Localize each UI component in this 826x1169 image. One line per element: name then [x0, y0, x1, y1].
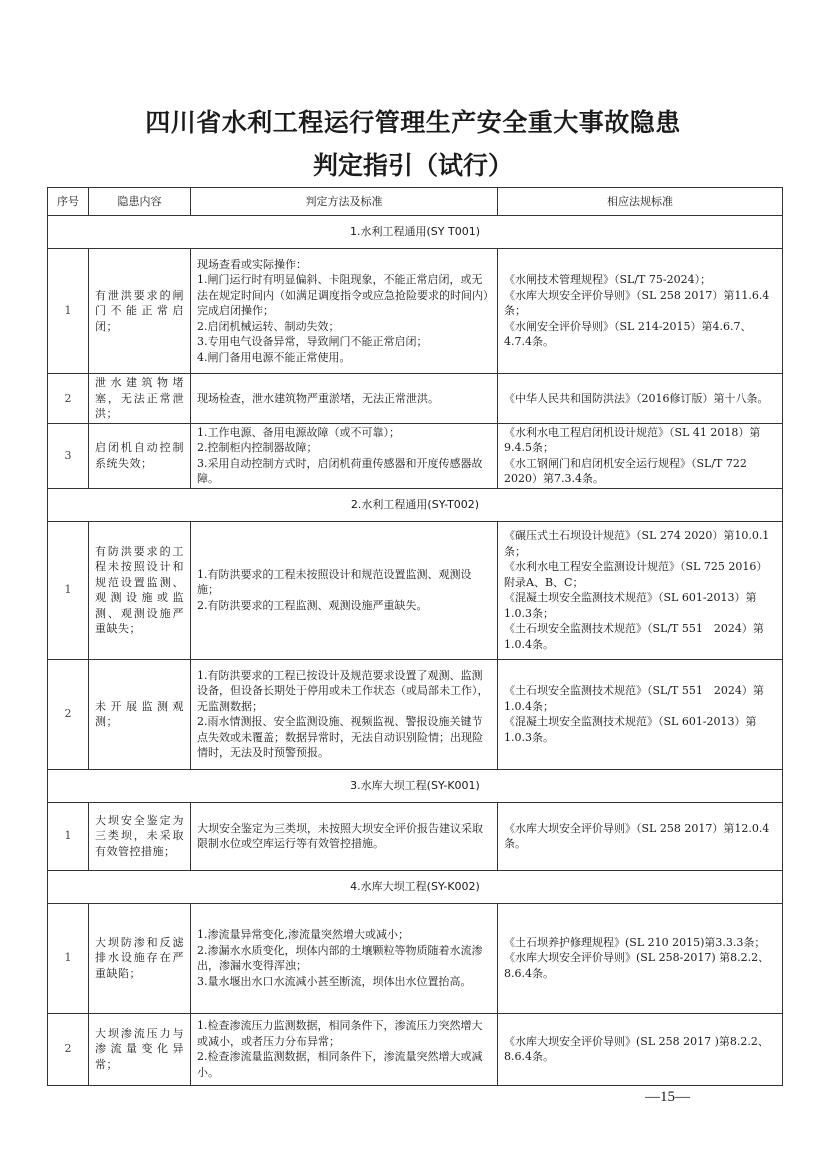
table-row: [48, 521, 783, 659]
judgment-method: [191, 802, 498, 870]
table-row: [48, 249, 783, 374]
method-line: 3.采用自动控制方式时，启闭机荷重传感器和开度传感器故障。: [197, 456, 483, 485]
section-heading: 1.水利工程通用(SY T001): [48, 216, 783, 249]
hazard-content: 未开展监测观测；: [89, 659, 191, 769]
hazard-content: 大坝渗流压力与渗流量变化异常；: [89, 1013, 191, 1085]
method-line: 1.有防洪要求的工程已按设计及规范要求设置了观测、监测设备，但设备长期处于停用或未工作状态（或局部未工作），无监测数据；: [197, 668, 489, 713]
judgment-method: [191, 903, 498, 1013]
row-number: 2: [48, 1013, 89, 1085]
method-line: 1.闸门运行时有明显偏斜、卡阻现象，不能正常启闭，或无法在规定时间内（如满足调度指令或应急抢险要求的时间内）完成启闭操作；: [197, 273, 489, 318]
row-number: 3: [48, 423, 89, 488]
method-line: 2.渗漏水水质变化，坝体内部的土壤颗粒等物质随着水流渗出，渗漏水变得浑浊；: [197, 943, 483, 972]
regulation-references: [498, 802, 783, 870]
regulation-line: 《土石坝安全监测技术规范》（SL/T 551 2024）第1.0.4条；: [504, 684, 764, 713]
hazard-content: 大坝安全鉴定为三类坝，未采取有效管控措施；: [89, 802, 191, 870]
method-line: 1.工作电源、备用电源故障（或不可靠）；: [197, 425, 400, 439]
hazard-content: 启闭机自动控制系统失效；: [89, 423, 191, 488]
regulation-line: 《水工钢闸门和启闭机安全运行规程》（SL/T 722 2020）第7.3.4条。: [504, 456, 747, 485]
regulation-line: 《水库大坝安全评价导则》（SL 258 2017）第11.6.4条；: [504, 288, 770, 318]
row-number: 1: [48, 903, 89, 1013]
regulation-references: [498, 521, 783, 659]
header-regulations: 相应法规标准: [498, 188, 783, 216]
row-number: 1: [48, 802, 89, 870]
hazard-content: 有泄洪要求的闸门不能正常启闭；: [89, 249, 191, 374]
hazard-content: 有防洪要求的工程未按照设计和规范设置监测、观测设施或监测、观测设施严重缺失；: [89, 521, 191, 659]
section-heading-row: [48, 769, 783, 802]
method-line: 1.检查渗流压力监测数据，相同条件下，渗流压力突然增大或减小，或者压力分布异常；: [197, 1019, 483, 1048]
regulation-line: 《水库大坝安全评价导则》（SL 258 2017）第12.0.4条。: [504, 821, 770, 850]
table-row: [48, 659, 783, 769]
method-line: 1.渗流量异常变化,渗流量突然增大或减小；: [197, 928, 409, 941]
row-number: 1: [48, 249, 89, 374]
header-judgment-method: 判定方法及标准: [191, 188, 498, 216]
judgment-method: [191, 249, 498, 374]
document-subtitle: 判定指引（试行）: [312, 151, 513, 180]
section-heading-row: [48, 216, 783, 249]
row-number: 1: [48, 521, 89, 659]
method-line: 3.专用电气设备异常，导致闸门不能正常启闭；: [197, 335, 428, 349]
section-heading: 2.水利工程通用(SY-T002): [48, 488, 783, 521]
hazard-content: 大坝防渗和反滤排水设施存在严重缺陷；: [89, 903, 191, 1013]
method-line: 2.启闭机械运转、制动失效；: [197, 319, 340, 333]
regulation-line: 《水库大坝安全评价导则》(SL 258-2017) 第8.2.2、8.6.4条。: [504, 951, 770, 980]
regulation-line: 《水闸技术管理规程》（SL/T 75-2024）；: [504, 273, 712, 287]
table-row: [48, 903, 783, 1013]
regulation-references: [498, 374, 783, 424]
regulation-line: 《混凝土坝安全监测技术规范》（SL 601-2013）第1.0.3条。: [504, 715, 757, 744]
regulation-line: 《水利水电工程安全监测设计规范》（SL 725 2016）附录A、B、C；: [504, 560, 768, 589]
method-line: 4.闸门备用电源不能正常使用。: [197, 350, 351, 364]
regulation-line: 《水利水电工程启闭机设计规范》（SL 41 2018）第9.4.5条；: [504, 425, 761, 454]
hazard-guide-table: [47, 187, 783, 1086]
page-number: —15—: [645, 1089, 690, 1105]
regulation-line: 《土石坝安全监测技术规范》（SL/T 551 2024）第1.0.4条。: [504, 622, 764, 651]
judgment-method: [191, 659, 498, 769]
row-number: 2: [48, 659, 89, 769]
method-line: 3.量水堰出水口水流减小甚至断流，坝体出水位置抬高。: [197, 974, 472, 988]
judgment-method: [191, 374, 498, 424]
method-line: 大坝安全鉴定为三类坝，未按照大坝安全评价报告建议采取限制水位或空库运行等有效管控措施。: [197, 821, 483, 850]
method-line: 2.雨水情测报、安全监测设施、视频监视、警报设施关键节点失效或未覆盖；数据异常时，无法自动识别险情；出现险情时，无法及时预警预报。: [197, 715, 483, 759]
regulation-line: 《水闸安全评价导则》（SL 214-2015）第4.6.7、4.7.4条。: [504, 319, 752, 349]
document-title: 四川省水利工程运行管理生产安全重大事故隐患: [145, 108, 681, 137]
table-header-row: [48, 188, 783, 216]
judgment-method: [191, 521, 498, 659]
header-serial-number: 序号: [48, 188, 89, 216]
section-heading: 4.水库大坝工程(SY-K002): [48, 870, 783, 903]
judgment-method: [191, 423, 498, 488]
section-heading: 3.水库大坝工程(SY-K001): [48, 769, 783, 802]
method-line: 2.控制柜内控制器故障；: [197, 441, 318, 454]
regulation-line: 《中华人民共和国防洪法》（2016修订版）第十八条。: [504, 391, 769, 405]
method-line: 2.检查渗流量监测数据，相同条件下，渗流量突然增大或减小。: [197, 1050, 483, 1079]
regulation-references: [498, 903, 783, 1013]
table-body: [48, 216, 783, 1086]
regulation-references: [498, 1013, 783, 1085]
judgment-method: [191, 1013, 498, 1085]
method-line: 1.有防洪要求的工程未按照设计和规范设置监测、观测设施；: [197, 567, 472, 597]
method-line: 现场查看或实际操作：: [197, 257, 307, 271]
regulation-line: 《混凝土坝安全监测技术规范》（SL 601-2013）第1.0.3条；: [504, 591, 757, 620]
hazard-content: 泄水建筑物堵塞，无法正常泄洪；: [89, 374, 191, 424]
table-row: [48, 374, 783, 424]
table-row: [48, 423, 783, 488]
method-line: 现场检查，泄水建筑物严重淤堵，无法正常泄洪。: [197, 391, 439, 405]
header-hazard-content: 隐患内容: [89, 188, 191, 216]
table-row: [48, 802, 783, 870]
regulation-line: 《土石坝养护修理规程》(SL 210 2015)第3.3.3条；: [504, 935, 766, 949]
regulation-references: [498, 659, 783, 769]
regulation-references: [498, 423, 783, 488]
section-heading-row: [48, 488, 783, 521]
row-number: 2: [48, 374, 89, 424]
table-row: [48, 1013, 783, 1085]
regulation-references: [498, 249, 783, 374]
method-line: 2.有防洪要求的工程监测、观测设施严重缺失。: [197, 598, 428, 612]
regulation-line: 《水库大坝安全评价导则》(SL 258 2017 )第8.2.2、8.6.4条。: [504, 1034, 769, 1063]
regulation-line: 《碾压式土石坝设计规范》（SL 274 2020）第10.0.1条；: [504, 529, 770, 558]
section-heading-row: [48, 870, 783, 903]
